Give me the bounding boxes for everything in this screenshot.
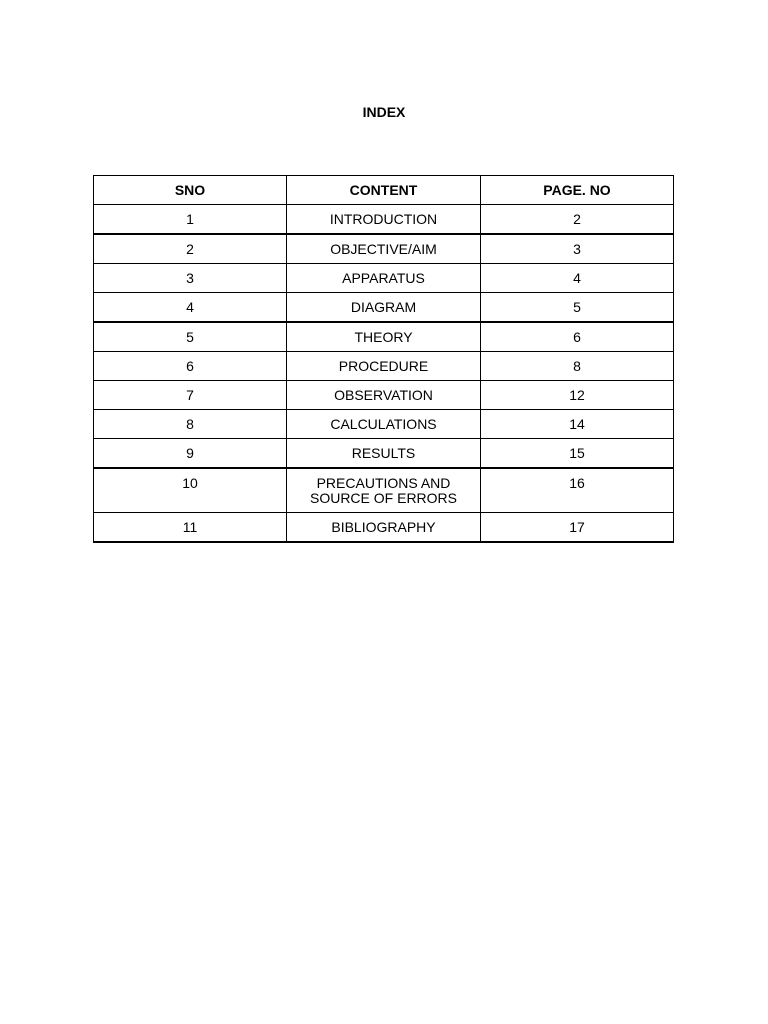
cell-page-no: 15 <box>481 439 674 469</box>
table-row <box>94 352 674 381</box>
cell-page-no: 3 <box>481 234 674 264</box>
cell-page-no: 12 <box>481 381 674 410</box>
cell-sno: 1 <box>94 205 287 235</box>
cell-content: BIBLIOGRAPHY <box>287 513 481 543</box>
cell-content-line: PRECAUTIONS AND <box>316 475 451 491</box>
cell-content-line: SOURCE OF ERRORS <box>309 490 457 506</box>
header-sno: SNO <box>94 176 287 205</box>
table-row <box>94 234 674 264</box>
cell-sno: 6 <box>94 352 287 381</box>
table-row <box>94 322 674 352</box>
cell-sno: 3 <box>94 264 287 293</box>
cell-content: CALCULATIONS <box>287 410 481 439</box>
header-content: CONTENT <box>287 176 481 205</box>
cell-sno: 2 <box>94 234 287 264</box>
table-row <box>94 293 674 323</box>
cell-content: OBJECTIVE/AIM <box>287 234 481 264</box>
cell-content <box>287 468 481 513</box>
index-table <box>93 175 674 543</box>
cell-page-no: 14 <box>481 410 674 439</box>
cell-page-no: 4 <box>481 264 674 293</box>
table-row <box>94 410 674 439</box>
cell-sno: 4 <box>94 293 287 323</box>
cell-sno: 5 <box>94 322 287 352</box>
cell-content: PROCEDURE <box>287 352 481 381</box>
cell-page-no: 2 <box>481 205 674 235</box>
table-header-row <box>94 176 674 205</box>
cell-content: THEORY <box>287 322 481 352</box>
cell-sno: 7 <box>94 381 287 410</box>
cell-sno: 10 <box>94 468 287 513</box>
table-row <box>94 381 674 410</box>
cell-page-no: 6 <box>481 322 674 352</box>
cell-content: INTRODUCTION <box>287 205 481 235</box>
cell-page-no: 8 <box>481 352 674 381</box>
cell-sno: 9 <box>94 439 287 469</box>
cell-sno: 11 <box>94 513 287 543</box>
cell-sno: 8 <box>94 410 287 439</box>
cell-page-no: 5 <box>481 293 674 323</box>
cell-content: RESULTS <box>287 439 481 469</box>
page-title: INDEX <box>362 104 406 120</box>
cell-content: OBSERVATION <box>287 381 481 410</box>
table-row <box>94 205 674 235</box>
table-row <box>94 513 674 543</box>
table-row <box>94 264 674 293</box>
cell-content: APPARATUS <box>287 264 481 293</box>
header-page-no: PAGE. NO <box>481 176 674 205</box>
cell-page-no: 16 <box>481 468 674 513</box>
cell-content: DIAGRAM <box>287 293 481 323</box>
cell-page-no: 17 <box>481 513 674 543</box>
table-row <box>94 439 674 469</box>
table-row <box>94 468 674 513</box>
